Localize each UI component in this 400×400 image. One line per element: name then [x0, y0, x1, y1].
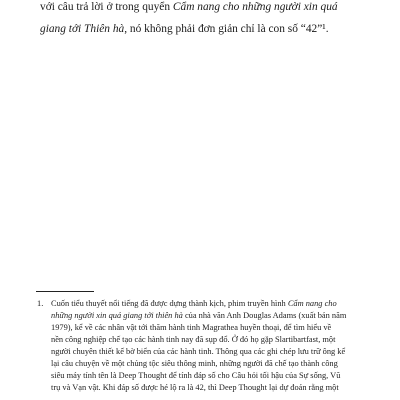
footnote-title-italic: những người xin quá giang tới thiên hà — [51, 311, 183, 320]
body-line-1 — [40, 0, 376, 18]
footnote-line-4: nền công nghiệp chế tạo các hành tinh nay đã sụp đổ. Ở đó họ gặp Slartibartfast, một — [51, 335, 336, 344]
footnote-line-7: siêu máy tính tên là Deep Thought để tính đáp số cho Câu hỏi tối hậu của Sự sống, Vũ — [51, 371, 341, 380]
body-text: , nó không phải đơn giản chỉ là con số “42”¹. — [124, 23, 329, 35]
footnote-line-8: trụ và Vạn vật. Khi đáp số được hé lộ ra là 42, thì Deep Thought lại dự đoán rằng một — [51, 383, 339, 392]
footnote-text: của nhà văn Anh Douglas Adams (xuất bản năm — [182, 311, 347, 320]
body-text: với câu trả lời ở trong quyển — [40, 1, 173, 13]
footnote-line-6: lại câu chuyện về một chủng tộc siêu thông minh, những người đã chế tạo thành công — [51, 359, 338, 368]
footnote-divider — [36, 291, 94, 292]
footnote-line-2 — [37, 310, 377, 322]
footnote — [37, 298, 377, 394]
footnote-marker: 1. — [37, 299, 44, 308]
footnote-title-italic: Cẩm nang cho — [287, 299, 337, 308]
book-title-italic: giang tới Thiên hà — [40, 23, 125, 35]
book-title-italic: Cẩm nang cho những người xin quá — [172, 1, 338, 13]
footnote-text: Cuốn tiểu thuyết nổi tiếng đã được dựng thành kịch, phim truyền hình — [51, 299, 288, 308]
footnote-line-5: người chuyên thiết kế bờ biển của các hành tinh. Thông qua các ghi chép lưu trữ ông kể — [51, 347, 346, 356]
footnote-line-1 — [37, 298, 377, 310]
footnote-line-3: 1979), kể về các nhân vật tới thăm hành tinh Magrathea huyền thoại, để tìm hiểu về — [51, 323, 332, 332]
body-paragraph — [40, 0, 376, 40]
body-line-2 — [40, 18, 376, 40]
